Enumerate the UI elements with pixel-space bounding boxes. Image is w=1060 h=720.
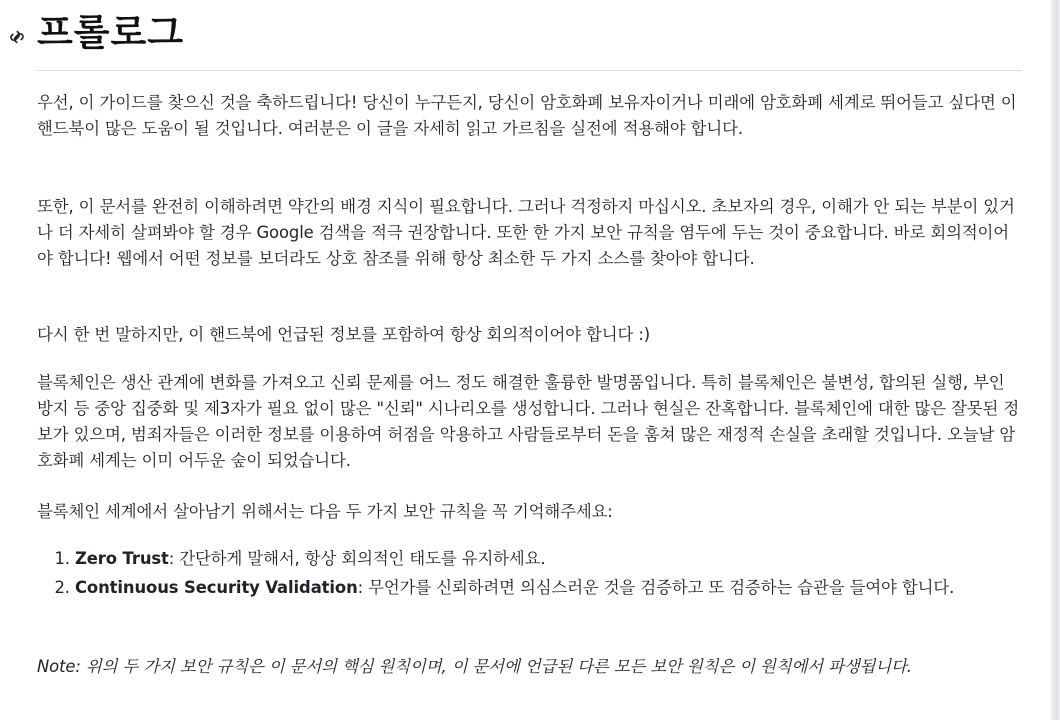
paragraph-intro: 우선, 이 가이드를 찾으신 것을 축하드립니다! 당신이 누구든지, 당신이 암호화폐 보유자이거나 미래에 암호화폐 세계로 뛰어들고 싶다면 이 핸드북이 많은 도움이 될 것입니다. 여러분은 이 글을 자세히 읽고 가르침을 실전에 적용해야 합니다. (37, 93, 1017, 138)
scrollbar-thumb[interactable] (1053, 0, 1059, 720)
paragraph-rules-intro: 블록체인 세계에서 살아남기 위해서는 다음 두 가지 보안 규칙을 꼭 기억해주세요: (37, 502, 613, 521)
paragraph-reminder: 다시 한 번 말하지만, 이 핸드북에 언급된 정보를 포함하여 항상 회의적이어야 합니다 :) (37, 325, 651, 344)
page-title: 프롤로그 (37, 11, 184, 54)
rule-description: : 무언가를 신뢰하려면 의심스러운 것을 검증하고 또 검증하는 습관을 들여야 합니다. (357, 578, 955, 597)
rule-term: Zero Trust (75, 549, 169, 568)
note-text: Note: 위의 두 가지 보안 규칙은 이 문서의 핵심 원칙이며, 이 문서에 언급된 다른 모든 보안 원칙은 이 원칙에서 파생됩니다. (37, 657, 912, 676)
link-icon[interactable] (8, 28, 26, 46)
heading-row (37, 0, 1022, 71)
scrollbar[interactable] (1051, 0, 1060, 720)
paragraph-blockchain: 블록체인은 생산 관계에 변화를 가져오고 신뢰 문제를 어느 정도 해결한 훌륭한 발명품입니다. 특히 블록체인은 불변성, 합의된 실행, 부인 방지 등 중앙 집중화 및 제3자가 필요 없이 많은 "신뢰" 시나리오를 생성합니다. 그러나 현실은 잔혹합니다. 블록체인에 대한 많은 잘못된 정보가 있으며, 범죄자들은 이러한 정보를 이용하여 허점을 악용하고 사람들로부터 돈을 훔쳐 많은 재정적 손실을 초래할 것입니다. 오늘날 암호화폐 세계는 이미 어두운 숲이 되었습니다. (37, 373, 1020, 470)
list-item (75, 546, 1060, 572)
security-rules-list (37, 546, 1060, 604)
rule-description: : 간단하게 말해서, 항상 회의적인 태도를 유지하세요. (168, 549, 546, 568)
rule-term: Continuous Security Validation (75, 578, 358, 597)
paragraph-background: 또한, 이 문서를 완전히 이해하려면 약간의 배경 지식이 필요합니다. 그러나 걱정하지 마십시오. 초보자의 경우, 이해가 안 되는 부분이 있거나 더 자세히 살펴봐야 할 경우 Google 검색을 적극 권장합니다. 또한 한 가지 보안 규칙을 염두에 두는 것이 중요합니다. 바로 회의적이어야 합니다! 웹에서 어떤 정보를 보더라도 상호 참조를 위해 항상 최소한 두 가지 소스를 찾아야 합니다. (37, 197, 1015, 268)
list-item (75, 575, 1060, 601)
article-content (37, 0, 1022, 676)
